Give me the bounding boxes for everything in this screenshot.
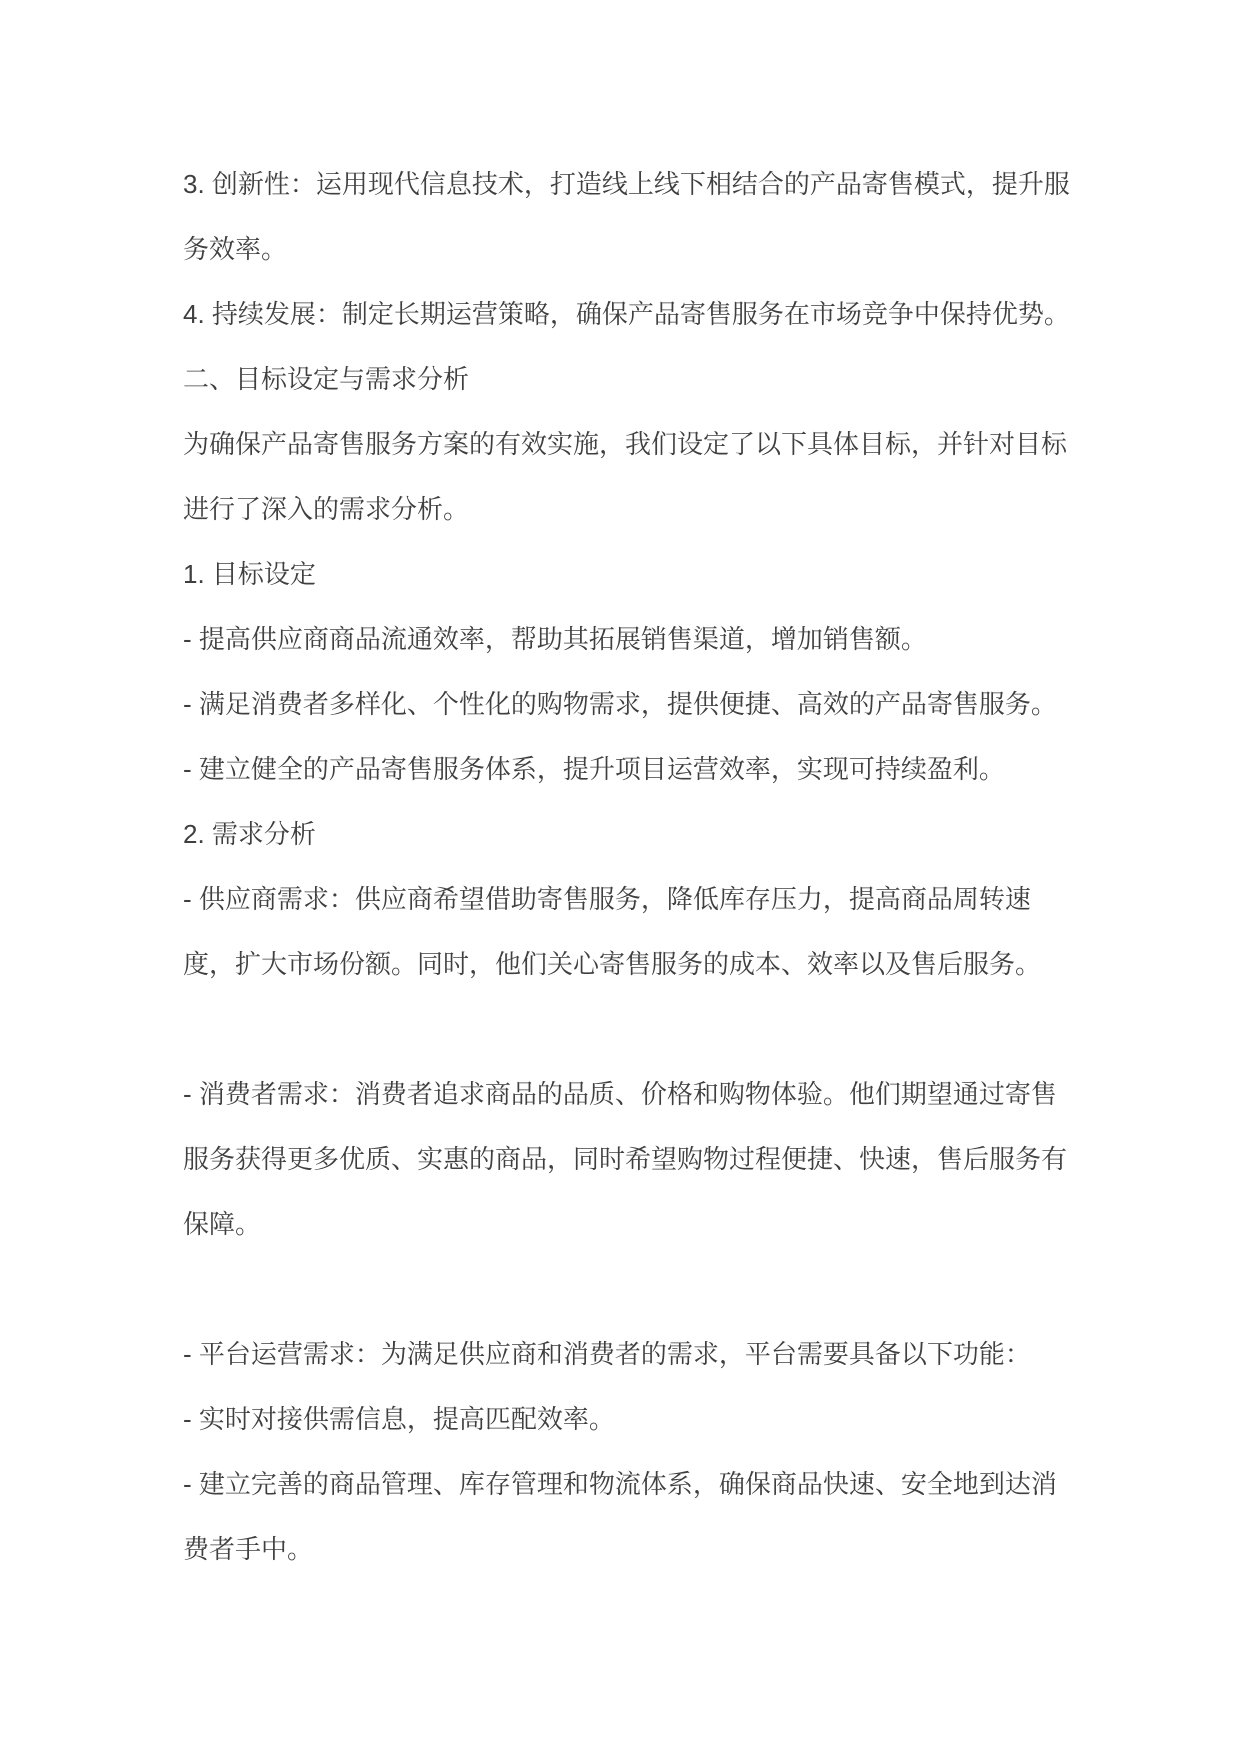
list-item: - 建立完善的商品管理、库存管理和物流体系，确保商品快速、安全地到达消	[183, 1469, 1057, 1499]
text-line: 为确保产品寄售服务方案的有效实施，我们设定了以下具体目标，并针对目标	[183, 429, 1068, 459]
list-item: - 实时对接供需信息，提高匹配效率。	[183, 1404, 615, 1434]
list-item: - 平台运营需求：为满足供应商和消费者的需求，平台需要具备以下功能：	[183, 1339, 1031, 1369]
text-line: 务效率。	[183, 234, 288, 264]
text-line: 3. 创新性：运用现代信息技术，打造线上线下相结合的产品寄售模式，提升服	[183, 169, 1070, 199]
list-item: - 建立健全的产品寄售服务体系，提升项目运营效率，实现可持续盈利。	[183, 754, 1005, 784]
list-item: - 满足消费者多样化、个性化的购物需求，提供便捷、高效的产品寄售服务。	[183, 689, 1057, 719]
text-line: 4. 持续发展：制定长期运营策略，确保产品寄售服务在市场竞争中保持优势。	[183, 299, 1070, 329]
text-line: 保障。	[183, 1209, 262, 1239]
subsection-heading: 2. 需求分析	[183, 819, 316, 849]
subsection-heading: 1. 目标设定	[183, 559, 316, 589]
text-line: 服务获得更多优质、实惠的商品，同时希望购物过程便捷、快速，售后服务有	[183, 1144, 1068, 1174]
list-item: - 供应商需求：供应商希望借助寄售服务，降低库存压力，提高商品周转速	[183, 884, 1031, 914]
text-line: 度，扩大市场份额。同时，他们关心寄售服务的成本、效率以及售后服务。	[183, 949, 1042, 979]
blank-line	[183, 997, 1093, 1062]
blank-line	[183, 1257, 1093, 1322]
list-item: - 提高供应商商品流通效率，帮助其拓展销售渠道，增加销售额。	[183, 624, 927, 654]
document-text-block	[183, 152, 1093, 1582]
section-heading: 二、目标设定与需求分析	[183, 364, 470, 394]
text-line: 费者手中。	[183, 1534, 314, 1564]
text-line: 进行了深入的需求分析。	[183, 494, 470, 524]
list-item: - 消费者需求：消费者追求商品的品质、价格和购物体验。他们期望通过寄售	[183, 1079, 1057, 1109]
